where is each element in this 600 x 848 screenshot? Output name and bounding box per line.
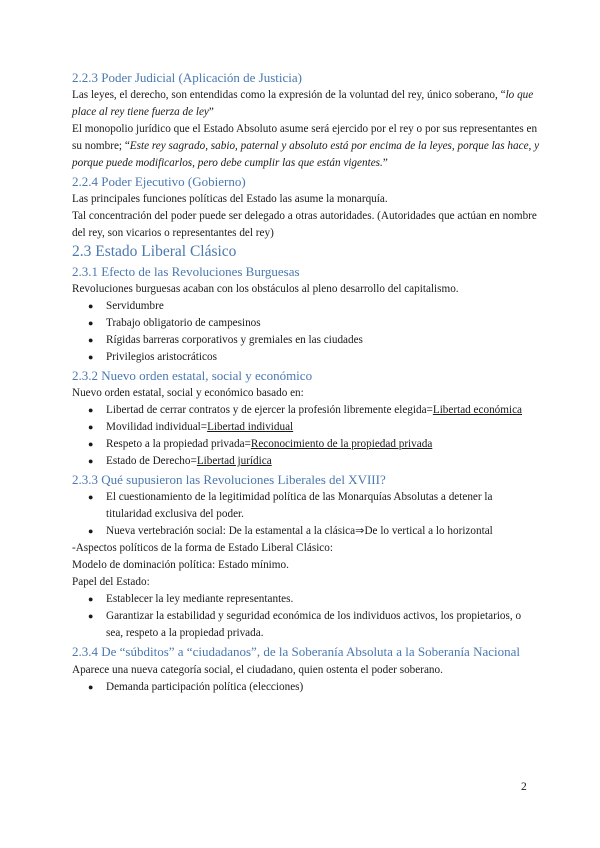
list-item	[72, 349, 540, 366]
bullet-list	[72, 591, 540, 642]
heading-revoluciones-burguesas: 2.3.1 Efecto de las Revoluciones Burguesas	[72, 264, 300, 279]
text: ”	[208, 106, 214, 118]
text: El monopolio jurídico que el Estado Absoluto asume será ejercido por el rey o por sus representantes en su nombre; “	[72, 123, 538, 152]
bullet-icon: ●	[88, 318, 94, 328]
bullet-icon: ●	[88, 526, 94, 536]
text: Las leyes, el derecho, son entendidas como la expresión de la voluntad del rey, único soberano, “	[72, 89, 506, 101]
bullet-icon: ●	[88, 439, 94, 449]
bullet-icon: ●	[88, 405, 94, 415]
heading-poder-judicial: 2.2.3 Poder Judicial (Aplicación de Justicia)	[72, 70, 302, 85]
item-text: Movilidad individual=	[106, 421, 208, 433]
bullet-icon: ●	[88, 352, 94, 362]
heading-poder-ejecutivo: 2.2.4 Poder Ejecutivo (Gobierno)	[72, 174, 246, 189]
heading-subditos-ciudadanos: 2.3.4 De “súbditos” a “ciudadanos”, de la Soberanía Absoluta a la Soberanía Nacional	[72, 644, 520, 659]
underlined-term: Libertad individual	[207, 421, 294, 433]
heading-revoluciones-liberales: 2.3.3 Qué supusieron las Revoluciones Liberales del XVIII?	[72, 472, 386, 487]
paragraph: Papel del Estado:	[72, 576, 150, 588]
paragraph: Aparece una nueva categoría social, el ciudadano, quien ostenta el poder soberano.	[72, 664, 443, 676]
paragraph: Revoluciones burguesas acaban con los obstáculos al pleno desarrollo del capitalismo.	[72, 283, 459, 295]
bullet-icon: ●	[88, 456, 94, 466]
bullet-icon: ●	[88, 611, 94, 621]
list-item	[72, 419, 540, 436]
item-text: Servidumbre	[106, 300, 164, 312]
bullet-icon: ●	[88, 594, 94, 604]
paragraph: Las principales funciones políticas del Estado las asume la monarquía.	[72, 193, 388, 205]
item-text: Rígidas barreras corporativos y gremiales en las ciudades	[106, 334, 363, 346]
list-item	[72, 402, 540, 419]
heading-nuevo-orden: 2.3.2 Nuevo orden estatal, social y económico	[72, 368, 313, 383]
bullet-list	[72, 298, 540, 366]
list-item	[72, 591, 540, 608]
list-item	[72, 315, 540, 332]
paragraph: Nuevo orden estatal, social y económico basado en:	[72, 387, 304, 399]
item-text: El cuestionamiento de la legitimidad política de las Monarquías Absolutas a detener la titularidad exclusiva del poder.	[106, 491, 493, 520]
paragraph	[72, 87, 540, 121]
document-page	[72, 68, 540, 696]
item-text: Demanda participación política (elecciones)	[106, 681, 304, 693]
item-text: Garantizar la estabilidad y seguridad económica de los individuos activos, los propietarios, o sea, respeto a la propiedad privada.	[106, 610, 522, 639]
list-item	[72, 436, 540, 453]
paragraph	[72, 121, 540, 172]
list-item	[72, 679, 540, 696]
bullet-icon: ●	[88, 301, 94, 311]
list-item	[72, 298, 540, 315]
bullet-icon: ●	[88, 335, 94, 345]
quote: lo que place al rey tiene fuerza de ley	[72, 89, 534, 118]
item-text: Privilegios aristocráticos	[106, 351, 217, 363]
text: ”	[382, 157, 388, 169]
list-item	[72, 608, 540, 642]
bullet-list	[72, 679, 540, 696]
underlined-term: Reconocimiento de la propiedad privada	[250, 438, 433, 450]
list-item	[72, 489, 540, 523]
quote: Este rey sagrado, sabio, paternal y absoluto está por encima de la leyes, porque las hace, y porque puede modificarlos, pero debe cumplir las que están vigentes.	[72, 140, 540, 169]
bullet-icon: ●	[88, 492, 94, 502]
bullet-icon: ●	[88, 422, 94, 432]
item-text: Respeto a la propiedad privada=	[106, 438, 251, 450]
paragraph: Modelo de dominación política: Estado mínimo.	[72, 559, 289, 571]
bullet-list	[72, 402, 540, 470]
bullet-list	[72, 489, 540, 540]
item-text: Estado de Derecho=	[106, 455, 197, 467]
list-item	[72, 453, 540, 470]
paragraph: -Aspectos políticos de la forma de Estado Liberal Clásico:	[72, 542, 333, 554]
heading-estado-liberal: 2.3 Estado Liberal Clásico	[72, 243, 237, 260]
underlined-term: Libertad económica	[432, 404, 523, 416]
bullet-icon: ●	[88, 682, 94, 692]
list-item	[72, 332, 540, 349]
item-text: Establecer la ley mediante representantes.	[106, 593, 294, 605]
item-text: Libertad de cerrar contratos y de ejercer la profesión libremente elegida=	[106, 404, 433, 416]
paragraph: Tal concentración del poder puede ser delegado a otras autoridades. (Autoridades que actúan en nombre del rey, son vicarios o representantes del rey)	[72, 210, 537, 239]
item-text: Trabajo obligatorio de campesinos	[106, 317, 261, 329]
list-item	[72, 523, 540, 540]
item-text: Nueva vertebración social: De la estamental a la clásica⇒De lo vertical a lo horizontal	[106, 525, 493, 537]
underlined-term: Libertad jurídica	[196, 455, 272, 467]
page-number: 2	[521, 781, 527, 793]
